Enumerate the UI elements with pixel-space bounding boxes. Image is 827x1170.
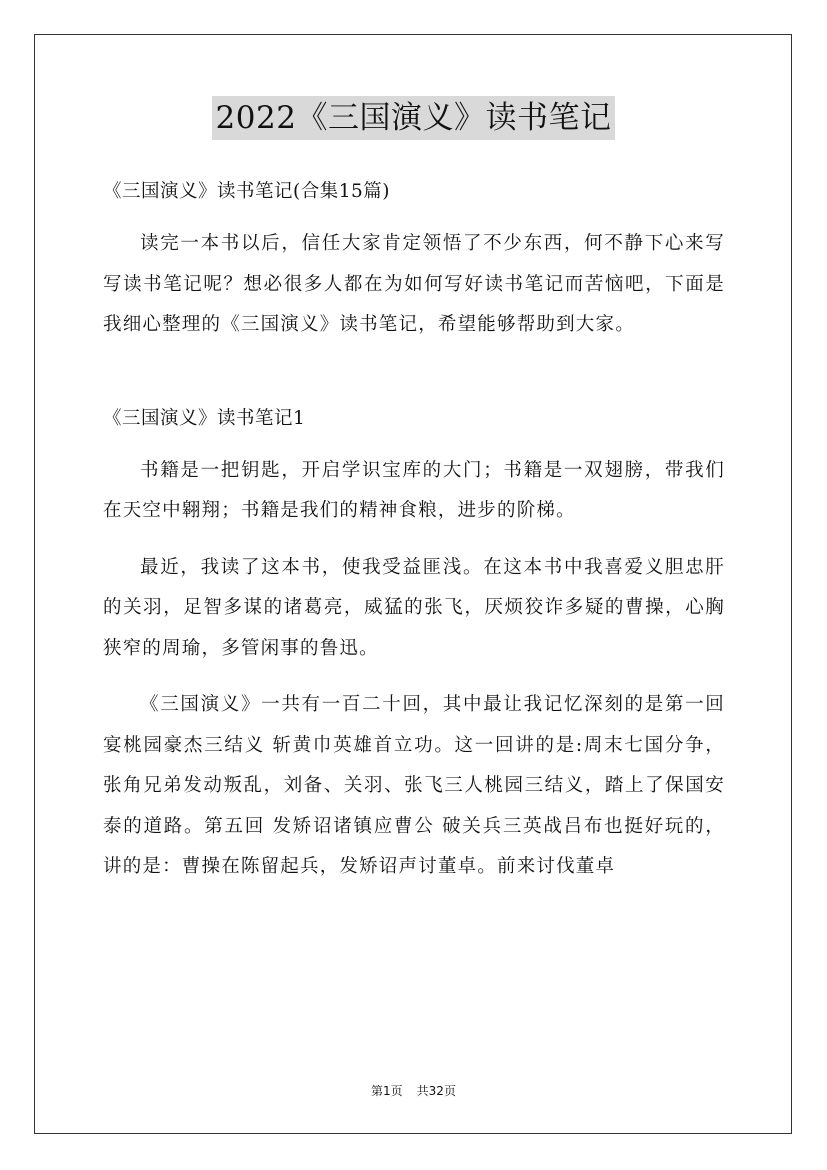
document-title-wrapper [0,96,827,140]
page-total: 共32页 [416,1084,456,1098]
body-paragraph: 书籍是一把钥匙，开启学识宝库的大门；书籍是一双翅膀，带我们在天空中翱翔；书籍是我们的精神食粮，进步的阶梯。 [103,459,725,521]
page-footer [0,1082,827,1099]
document-title: 2022《三国演义》读书笔记 [212,96,616,140]
page-number: 第1页 [371,1084,403,1098]
intro-heading: 《三国演义》读书笔记(合集15篇) [103,181,390,202]
body-paragraph: 最近，我读了这本书，使我受益匪浅。在这本书中我喜爱义胆忠肝的关羽，足智多谋的诸葛亮，威猛的张飞，厌烦狡诈多疑的曹操，心胸狭窄的周瑜，多管闲事的鲁迅。 [103,556,725,659]
section-heading: 《三国演义》读书笔记1 [103,407,306,429]
document-body [103,172,725,888]
intro-paragraph: 读完一本书以后，信任大家肯定领悟了不少东西，何不静下心来写写读书笔记呢？想必很多人都在为如何写好读书笔记而苦恼吧，下面是我细心整理的《三国演义》读书笔记，希望能够帮助到大家。 [103,233,725,335]
body-paragraph: 《三国演义》一共有一百二十回，其中最让我记忆深刻的是第一回宴桃园豪杰三结义 斩黄巾英雄首立功。这一回讲的是:周末七国分争，张角兄弟发动叛乱，刘备、关羽、张飞三人桃园三结义，踏上了保国安泰的道路。第五回 发矫诏诸镇应曹公 破关兵三英战吕布也挺好玩的，讲的是：曹操在陈留起兵，发矫诏声讨董卓。前来讨伐董卓 [103,694,725,877]
